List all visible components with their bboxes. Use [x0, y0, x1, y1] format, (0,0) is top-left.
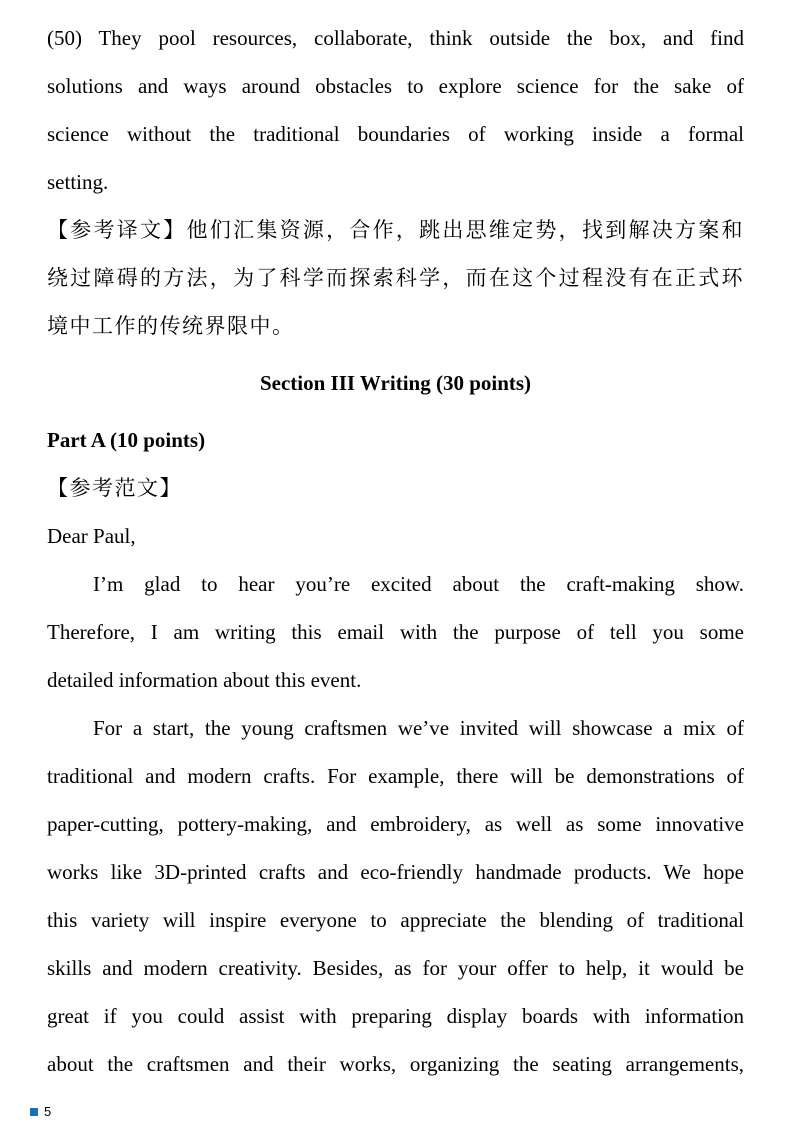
letter-salutation: Dear Paul,: [47, 524, 136, 548]
paragraph1-line-3: detailed information about this event.: [47, 668, 362, 692]
paragraph2-line-2: traditional and modern crafts. For example, there will be demonstrations of: [47, 764, 744, 788]
reference-translation-line-1: 【参考译文】他们汇集资源，合作，跳出思维定势，找到解决方案和: [47, 218, 744, 242]
source-line-3: science without the traditional boundaries of working inside a formal: [47, 122, 744, 146]
page-footer: [30, 1104, 51, 1119]
paragraph1-line-2: Therefore, I am writing this email with the purpose of tell you some: [47, 620, 744, 644]
reference-translation-line-2: 绕过障碍的方法，为了科学而探索科学，而在这个过程没有在正式环: [47, 266, 744, 290]
paragraph2-line-3: paper-cutting, pottery-making, and embroidery, as well as some innovative: [47, 812, 744, 836]
source-line-1: (50) They pool resources, collaborate, think outside the box, and find: [47, 26, 744, 50]
document-page: [47, 14, 744, 1088]
source-line-2: solutions and ways around obstacles to explore science for the sake of: [47, 74, 744, 98]
sample-essay-label: 【参考范文】: [47, 476, 182, 500]
paragraph2-line-7: great if you could assist with preparing display boards with information: [47, 1004, 744, 1028]
paragraph2-line-5: this variety will inspire everyone to appreciate the blending of traditional: [47, 908, 744, 932]
page-number: 5: [44, 1104, 52, 1119]
section-heading: Section III Writing (30 points): [259, 371, 532, 395]
paragraph2-line-1: For a start, the young craftsmen we’ve invited will showcase a mix of: [93, 716, 744, 740]
source-line-4: setting.: [47, 170, 109, 194]
part-heading: Part A (10 points): [47, 428, 206, 452]
reference-translation-line-3: 境中工作的传统界限中。: [47, 314, 295, 338]
paragraph2-line-8: about the craftsmen and their works, organizing the seating arrangements,: [47, 1052, 744, 1076]
paragraph2-line-6: skills and modern creativity. Besides, as for your offer to help, it would be: [47, 956, 744, 980]
footer-square-icon: [30, 1108, 38, 1116]
paragraph2-line-4: works like 3D-printed crafts and eco-friendly handmade products. We hope: [47, 860, 744, 884]
paragraph1-line-1: I’m glad to hear you’re excited about the craft-making show.: [93, 572, 744, 596]
